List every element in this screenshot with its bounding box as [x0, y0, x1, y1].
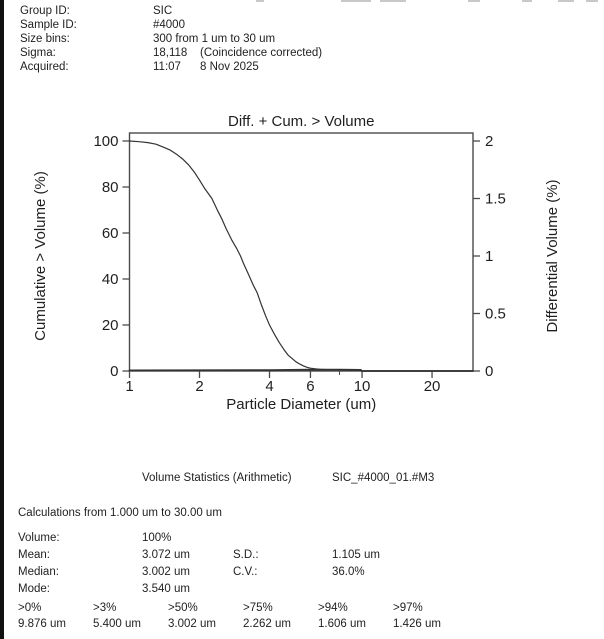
cv-value: 36.0%: [332, 566, 365, 578]
pct-header: >94%: [318, 602, 348, 614]
y-left-tick-label: 40: [101, 271, 119, 288]
sd-label: S.D.:: [233, 549, 259, 561]
percentile-value-row: [18, 617, 578, 631]
group-id-value: SIC: [153, 5, 173, 17]
size-bins-label: Size bins:: [20, 32, 70, 45]
x-tick-label: 10: [353, 378, 371, 395]
pct-value: 2.262 um: [243, 618, 291, 630]
y-left-tick-label: 0: [110, 363, 119, 380]
chart-title: Diff. + Cum. > Volume: [228, 113, 375, 130]
x-axis-title: Particle Diameter (um): [226, 396, 377, 413]
plot-frame: [130, 133, 474, 371]
pct-value: 1.426 um: [393, 618, 441, 630]
pct-header: >75%: [243, 602, 273, 614]
y-left-axis-title: Cumulative > Volume (%): [32, 171, 49, 341]
x-tick-label: 4: [265, 378, 274, 395]
x-tick-label: 20: [423, 378, 441, 395]
sigma-note: (Coincidence corrected): [200, 46, 323, 59]
y-right-tick-label: 0: [485, 363, 494, 380]
acquired-note: 8 Nov 2025: [200, 60, 259, 73]
cv-label: C.V.:: [233, 566, 258, 578]
pct-header: >97%: [393, 602, 423, 614]
median-label: Median:: [18, 566, 59, 578]
y-left-tick-label: 60: [101, 225, 119, 242]
volume-value: 100%: [142, 532, 172, 544]
median-value: 3.002 um: [142, 566, 190, 578]
x-tick-label: 2: [195, 378, 204, 395]
sigma-value: 18,118: [153, 46, 188, 59]
y-left-tick-label: 100: [93, 133, 119, 150]
sample-id-label: Sample ID:: [20, 18, 77, 31]
x-tick-label: 6: [306, 378, 315, 395]
x-tick-label: 1: [125, 378, 134, 395]
pct-value: 9.876 um: [18, 618, 66, 630]
sample-id-value: #4000: [153, 18, 185, 31]
stat-row-median: [18, 565, 578, 579]
size-bins-value: 300 from 1 um to 30 um: [153, 32, 276, 45]
cumulative-curve: [130, 141, 474, 371]
stat-row-mode: [18, 582, 578, 596]
y-left-tick-label: 80: [101, 179, 119, 196]
pct-value: 3.002 um: [168, 618, 216, 630]
pct-header: >3%: [93, 602, 117, 614]
stat-row-mean: [18, 548, 578, 562]
pct-value: 5.400 um: [93, 618, 141, 630]
sigma-label: Sigma:: [20, 46, 56, 59]
y-right-tick-label: 2: [485, 133, 494, 150]
run-id: SIC_#4000_01.#M3: [332, 472, 435, 484]
volume-label: Volume:: [18, 532, 60, 544]
acquired-value: 11:07: [153, 60, 181, 73]
mode-label: Mode:: [18, 583, 50, 595]
y-right-axis-title: Differential Volume (%): [544, 179, 561, 333]
y-left-tick-label: 20: [101, 317, 119, 334]
calc-range: Calculations from 1.000 um to 30.00 um: [18, 507, 222, 519]
percentile-header-row: [18, 601, 578, 615]
y-right-tick-label: 0.5: [485, 305, 506, 323]
pct-header: >0%: [18, 602, 42, 614]
pct-value: 1.606 um: [318, 618, 366, 630]
pct-header: >50%: [168, 602, 198, 614]
mean-label: Mean:: [18, 549, 50, 561]
mean-value: 3.072 um: [142, 549, 190, 561]
mode-value: 3.540 um: [142, 583, 190, 595]
group-id-label: Group ID:: [20, 5, 70, 17]
sd-value: 1.105 um: [332, 549, 380, 561]
stat-row-volume: [18, 531, 578, 545]
y-right-tick-label: 1.5: [485, 190, 506, 208]
acquired-label: Acquired:: [20, 60, 69, 73]
y-right-tick-label: 1: [485, 248, 494, 265]
stats-section-title: Volume Statistics (Arithmetic): [142, 472, 292, 484]
